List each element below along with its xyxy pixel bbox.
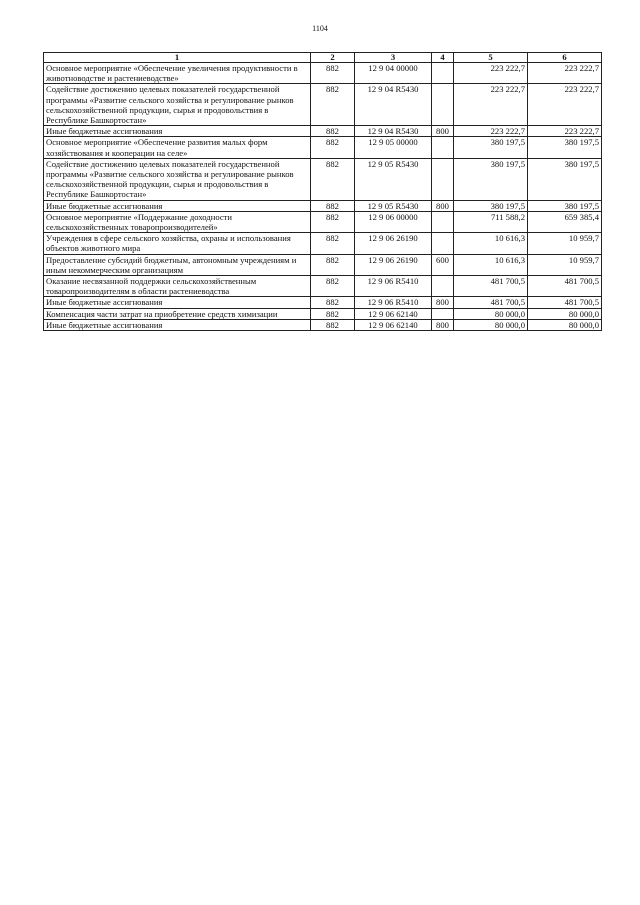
cell-target: 12 9 06 62140 <box>355 308 432 319</box>
cell-amount-1: 80 000,0 <box>454 319 528 330</box>
cell-name: Иные бюджетные ассигнования <box>44 319 311 330</box>
cell-target: 12 9 06 R5410 <box>355 297 432 308</box>
table-row <box>44 63 602 84</box>
cell-amount-2: 380 197,5 <box>528 158 602 200</box>
cell-target: 12 9 05 00000 <box>355 137 432 158</box>
table-row <box>44 137 602 158</box>
cell-name: Содействие достижению целевых показателей государственной программы «Развитие сельского хозяйства и регулирование рынков сельскохозяйственной продукции, сырья и продовольствия в Республике Башкортостан» <box>44 84 311 126</box>
cell-kind <box>432 308 454 319</box>
cell-target: 12 9 06 00000 <box>355 211 432 232</box>
cell-name: Иные бюджетные ассигнования <box>44 126 311 137</box>
cell-name: Основное мероприятие «Обеспечение увеличения продуктивности в животноводстве и растениеводстве» <box>44 63 311 84</box>
cell-name: Основное мероприятие «Обеспечение развития малых форм хозяйствования и кооперации на селе» <box>44 137 311 158</box>
cell-name: Иные бюджетные ассигнования <box>44 200 311 211</box>
cell-kind <box>432 137 454 158</box>
cell-amount-2: 380 197,5 <box>528 137 602 158</box>
cell-target: 12 9 04 R5430 <box>355 126 432 137</box>
cell-kind <box>432 63 454 84</box>
page-number: 1104 <box>312 24 328 33</box>
cell-amount-1: 223 222,7 <box>454 84 528 126</box>
cell-amount-1: 10 616,3 <box>454 233 528 254</box>
table-row <box>44 319 602 330</box>
cell-ministry: 882 <box>311 308 355 319</box>
cell-amount-1: 80 000,0 <box>454 308 528 319</box>
cell-kind <box>432 158 454 200</box>
cell-amount-1: 481 700,5 <box>454 276 528 297</box>
cell-amount-2: 481 700,5 <box>528 276 602 297</box>
cell-amount-2: 223 222,7 <box>528 126 602 137</box>
table-row <box>44 84 602 126</box>
cell-amount-2: 80 000,0 <box>528 308 602 319</box>
cell-amount-1: 223 222,7 <box>454 126 528 137</box>
column-header-amount-2: 6 <box>528 53 602 63</box>
cell-target: 12 9 04 00000 <box>355 63 432 84</box>
column-header-name: 1 <box>44 53 311 63</box>
cell-amount-2: 380 197,5 <box>528 200 602 211</box>
cell-target: 12 9 05 R5430 <box>355 158 432 200</box>
cell-name: Компенсация части затрат на приобретение средств химизации <box>44 308 311 319</box>
cell-target: 12 9 04 R5430 <box>355 84 432 126</box>
cell-kind: 600 <box>432 254 454 275</box>
cell-kind <box>432 276 454 297</box>
cell-ministry: 882 <box>311 254 355 275</box>
cell-ministry: 882 <box>311 297 355 308</box>
cell-name: Учреждения в сфере сельского хозяйства, охраны и использования объектов животного мира <box>44 233 311 254</box>
cell-name: Иные бюджетные ассигнования <box>44 297 311 308</box>
column-header-amount-1: 5 <box>454 53 528 63</box>
cell-amount-2: 10 959,7 <box>528 254 602 275</box>
cell-amount-2: 481 700,5 <box>528 297 602 308</box>
cell-kind: 800 <box>432 319 454 330</box>
cell-target: 12 9 05 R5430 <box>355 200 432 211</box>
cell-name: Основное мероприятие «Поддержание доходности сельскохозяйственных товаропроизводителей» <box>44 211 311 232</box>
table-row <box>44 211 602 232</box>
cell-name: Содействие достижению целевых показателей государственной программы «Развитие сельского хозяйства и регулирование рынков сельскохозяйственной продукции, сырья и продовольствия в Республике Башкортостан» <box>44 158 311 200</box>
cell-amount-1: 380 197,5 <box>454 137 528 158</box>
cell-amount-1: 380 197,5 <box>454 200 528 211</box>
cell-amount-2: 223 222,7 <box>528 63 602 84</box>
cell-ministry: 882 <box>311 63 355 84</box>
cell-amount-1: 481 700,5 <box>454 297 528 308</box>
table-row <box>44 200 602 211</box>
table-row <box>44 297 602 308</box>
cell-target: 12 9 06 R5410 <box>355 276 432 297</box>
cell-ministry: 882 <box>311 211 355 232</box>
cell-amount-1: 380 197,5 <box>454 158 528 200</box>
cell-kind <box>432 233 454 254</box>
cell-ministry: 882 <box>311 158 355 200</box>
column-header-target: 3 <box>355 53 432 63</box>
table-row <box>44 233 602 254</box>
cell-kind: 800 <box>432 297 454 308</box>
cell-amount-1: 223 222,7 <box>454 63 528 84</box>
cell-amount-1: 711 588,2 <box>454 211 528 232</box>
column-header-kind: 4 <box>432 53 454 63</box>
table-header-row <box>44 53 602 63</box>
cell-ministry: 882 <box>311 84 355 126</box>
cell-ministry: 882 <box>311 319 355 330</box>
budget-table <box>43 52 602 331</box>
cell-amount-1: 10 616,3 <box>454 254 528 275</box>
cell-kind <box>432 84 454 126</box>
table-body <box>44 63 602 331</box>
cell-amount-2: 223 222,7 <box>528 84 602 126</box>
table-row <box>44 276 602 297</box>
cell-amount-2: 659 385,4 <box>528 211 602 232</box>
cell-ministry: 882 <box>311 200 355 211</box>
cell-target: 12 9 06 26190 <box>355 233 432 254</box>
cell-target: 12 9 06 62140 <box>355 319 432 330</box>
cell-name: Оказание несвязанной поддержки сельскохозяйственным товаропроизводителям в области растениеводства <box>44 276 311 297</box>
cell-ministry: 882 <box>311 126 355 137</box>
cell-ministry: 882 <box>311 233 355 254</box>
table-row <box>44 254 602 275</box>
cell-amount-2: 80 000,0 <box>528 319 602 330</box>
cell-name: Предоставление субсидий бюджетным, автономным учреждениям и иным некоммерческим организациям <box>44 254 311 275</box>
table-row <box>44 126 602 137</box>
cell-kind: 800 <box>432 200 454 211</box>
table-row <box>44 308 602 319</box>
cell-target: 12 9 06 26190 <box>355 254 432 275</box>
cell-kind: 800 <box>432 126 454 137</box>
cell-ministry: 882 <box>311 137 355 158</box>
cell-amount-2: 10 959,7 <box>528 233 602 254</box>
column-header-ministry: 2 <box>311 53 355 63</box>
cell-ministry: 882 <box>311 276 355 297</box>
cell-kind <box>432 211 454 232</box>
table-row <box>44 158 602 200</box>
